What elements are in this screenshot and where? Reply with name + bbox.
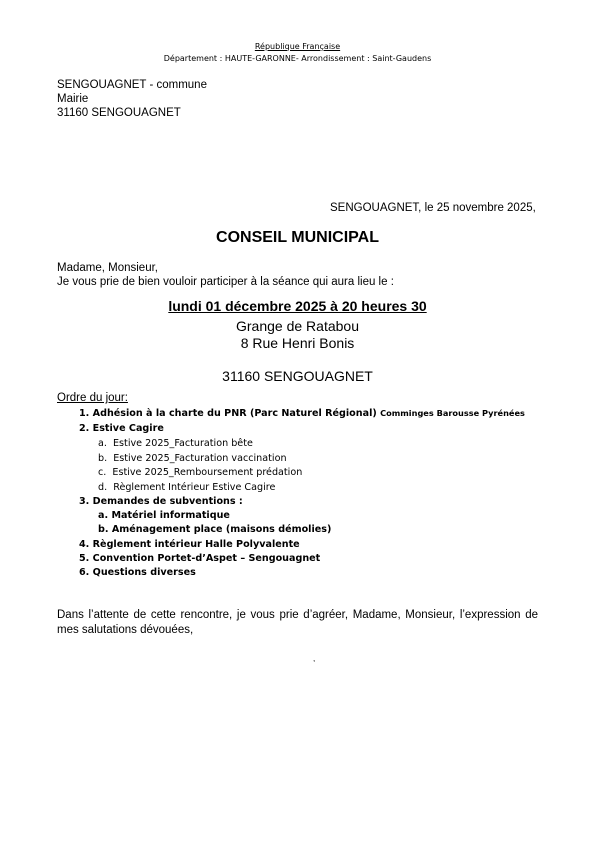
- agenda-item-text: Convention Portet-d’Aspet – Sengouagnet: [92, 553, 321, 564]
- agenda-item-text: Demandes de subventions :: [92, 496, 243, 507]
- header-republic: République Française: [254, 42, 341, 51]
- agenda-item-2: [79, 423, 164, 434]
- date-line: SENGOUAGNET, le 25 novembre 2025,: [330, 202, 536, 214]
- agenda-item-number: 3.: [79, 496, 90, 507]
- meeting-datetime: lundi 01 décembre 2025 à 20 heures 30: [168, 298, 427, 314]
- agenda-item-number: b.: [98, 524, 109, 535]
- agenda-item-number: 4.: [79, 539, 90, 550]
- agenda-subitem-2c: [98, 467, 302, 478]
- agenda-subitem-2d: [98, 482, 275, 493]
- agenda-item-3: [79, 496, 243, 507]
- agenda-item-text: Estive 2025_Facturation bête: [113, 438, 253, 449]
- stray-mark: ,: [313, 654, 316, 663]
- agenda-item-text: Matériel informatique: [111, 510, 230, 521]
- header-department: Département : HAUTE-GARONNE- Arrondissement : Saint-Gaudens: [163, 54, 432, 63]
- agenda-subitem-2a: [98, 438, 253, 449]
- agenda-item-6: [79, 567, 196, 578]
- agenda-label: Ordre du jour:: [57, 392, 128, 404]
- meeting-place: Grange de Ratabou: [236, 318, 359, 334]
- agenda-item-number: 5.: [79, 553, 90, 564]
- sender-line-1: SENGOUAGNET - commune: [57, 79, 207, 91]
- agenda-item-text: Règlement intérieur Halle Polyvalente: [92, 539, 300, 550]
- invitation-text: Je vous prie de bien vouloir participer à la séance qui aura lieu le :: [57, 276, 394, 288]
- agenda-item-number: a.: [98, 510, 109, 521]
- agenda-item-text: Aménagement place (maisons démolies): [111, 524, 332, 535]
- agenda-item-text: Estive Cagire: [92, 423, 164, 434]
- agenda-item-1: [79, 408, 525, 419]
- agenda-item-number: 6.: [79, 567, 90, 578]
- agenda-item-number: c.: [98, 467, 107, 478]
- meeting-address: 8 Rue Henri Bonis: [240, 335, 355, 351]
- closing-line-1: Dans l’attente de cette rencontre, je vous prie d’agréer, Madame, Monsieur, l’expression de: [57, 609, 538, 621]
- agenda-item-text: Adhésion à la charte du PNR (Parc Naturel Régional): [92, 408, 377, 419]
- agenda-item-4: [79, 539, 300, 550]
- agenda-item-number: 2.: [79, 423, 90, 434]
- sender-line-3: 31160 SENGOUAGNET: [57, 107, 181, 119]
- agenda-item-number: d.: [98, 482, 108, 493]
- agenda-item-text: Estive 2025_Facturation vaccination: [113, 453, 287, 464]
- agenda-item-text: Questions diverses: [92, 567, 196, 578]
- agenda-item-number: 1.: [79, 408, 90, 419]
- agenda-item-extra: Comminges Barousse Pyrénées: [380, 408, 525, 418]
- agenda-item-text: Règlement Intérieur Estive Cagire: [113, 482, 276, 493]
- agenda-item-number: a.: [98, 438, 107, 449]
- agenda-subitem-3a: [98, 510, 230, 521]
- agenda-item-5: [79, 553, 320, 564]
- agenda-item-text: Estive 2025_Remboursement prédation: [112, 467, 303, 478]
- closing-line-2: mes salutations dévouées,: [57, 624, 194, 636]
- agenda-subitem-2b: [98, 453, 287, 464]
- meeting-city: 31160 SENGOUAGNET: [222, 368, 373, 384]
- salutation: Madame, Monsieur,: [57, 262, 158, 274]
- agenda-subitem-3b: [98, 524, 331, 535]
- agenda-item-number: b.: [98, 453, 108, 464]
- page-title: CONSEIL MUNICIPAL: [216, 229, 379, 246]
- sender-line-2: Mairie: [57, 93, 89, 105]
